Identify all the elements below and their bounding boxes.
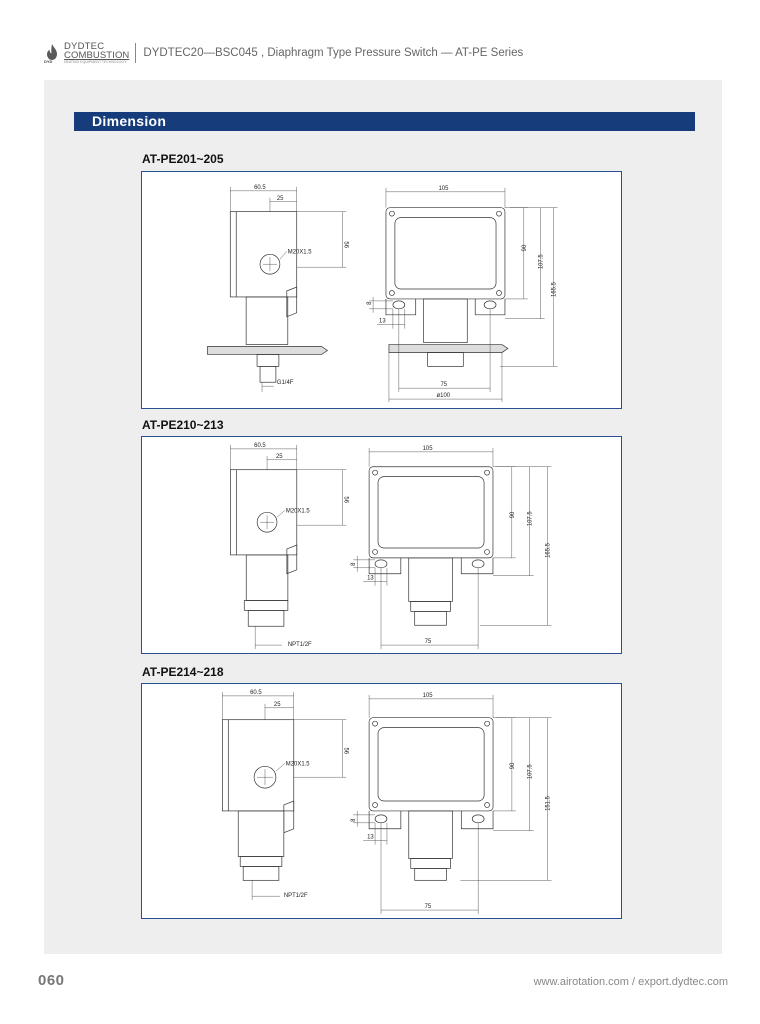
dim-front-h3: 165.5 (545, 543, 552, 558)
dim-side-thread: M20X1.5 (285, 508, 310, 515)
dim-front-hole: 8 (367, 301, 374, 305)
dim-side-height: 56 (342, 747, 349, 755)
dim-side-thread: M20X1.5 (285, 761, 310, 768)
dim-front-h1: 90 (509, 762, 516, 770)
dim-front-h1: 90 (509, 511, 516, 519)
header-divider (135, 43, 136, 63)
dim-side-port: NPT1/2F (287, 642, 312, 649)
dim-front-base: 75 (424, 639, 432, 646)
logo-line-3: HEATING EQUIPMENT TECHNOLOGY (64, 60, 127, 64)
side-view-1 (207, 185, 348, 392)
dim-front-width: 105 (422, 692, 433, 699)
dim-front-offset: 13 (379, 318, 386, 325)
dim-front-base: 75 (424, 904, 432, 911)
page-number: 060 (38, 972, 65, 989)
header-title: DYDTEC20—BSC045 , Diaphragm Type Pressure Switch — AT-PE Series (143, 47, 524, 59)
model-label-3: AT-PE214~218 (142, 665, 224, 679)
dim-side-width: 60.5 (254, 184, 266, 191)
front-view-3 (351, 693, 551, 914)
front-view-1 (367, 186, 557, 402)
dimension-drawing-1 (141, 171, 622, 409)
dim-front-offset: 13 (367, 834, 374, 841)
dim-front-h2: 107.5 (538, 254, 545, 270)
dim-front-hole: 8 (351, 818, 358, 822)
model-label-2: AT-PE210~213 (142, 418, 224, 432)
side-view-3 (222, 690, 348, 900)
side-view-2 (230, 443, 348, 649)
dim-side-port: NPT1/2F (283, 893, 308, 900)
dimension-drawing-2 (141, 436, 622, 654)
dim-side-port: G1/4F (276, 380, 294, 387)
logo-line-1: DYDTEC (64, 41, 105, 52)
logo-line-2: COMBUSTION (64, 50, 130, 61)
dim-front-h1: 90 (521, 244, 528, 252)
dim-front-offset: 13 (367, 575, 374, 582)
dim-front-hole: 8 (351, 562, 358, 566)
footer-links[interactable]: www.airotation.com / export.dydtec.com (533, 976, 728, 988)
dim-front-h3: 165.5 (551, 282, 558, 297)
section-heading-bar (74, 112, 695, 131)
model-label-1: AT-PE201~205 (142, 152, 224, 166)
dim-side-offset: 25 (275, 453, 283, 460)
dimension-drawing-3 (141, 683, 622, 919)
dim-front-h2: 107.5 (527, 511, 534, 527)
svg-text:DYD: DYD (44, 59, 53, 63)
section-title: Dimension (92, 113, 167, 129)
dim-side-height: 56 (342, 241, 349, 249)
dim-front-h3: 151.5 (545, 796, 552, 811)
dim-front-width: 105 (438, 185, 449, 192)
brand-logo (44, 42, 129, 64)
dim-side-thread: M20X1.5 (287, 249, 312, 256)
dim-side-width: 60.5 (250, 689, 262, 696)
dim-side-offset: 25 (273, 701, 281, 708)
front-view-2 (351, 446, 551, 649)
flame-logo-icon (44, 43, 60, 63)
dim-front-h2: 107.5 (527, 764, 534, 780)
dim-side-height: 56 (342, 496, 349, 504)
dim-side-offset: 25 (276, 195, 284, 202)
page-header (44, 40, 523, 66)
dim-front-width: 105 (422, 445, 433, 452)
dim-front-dia: ø100 (436, 393, 451, 400)
dim-side-width: 60.5 (254, 442, 266, 449)
dim-front-base: 75 (440, 382, 448, 389)
